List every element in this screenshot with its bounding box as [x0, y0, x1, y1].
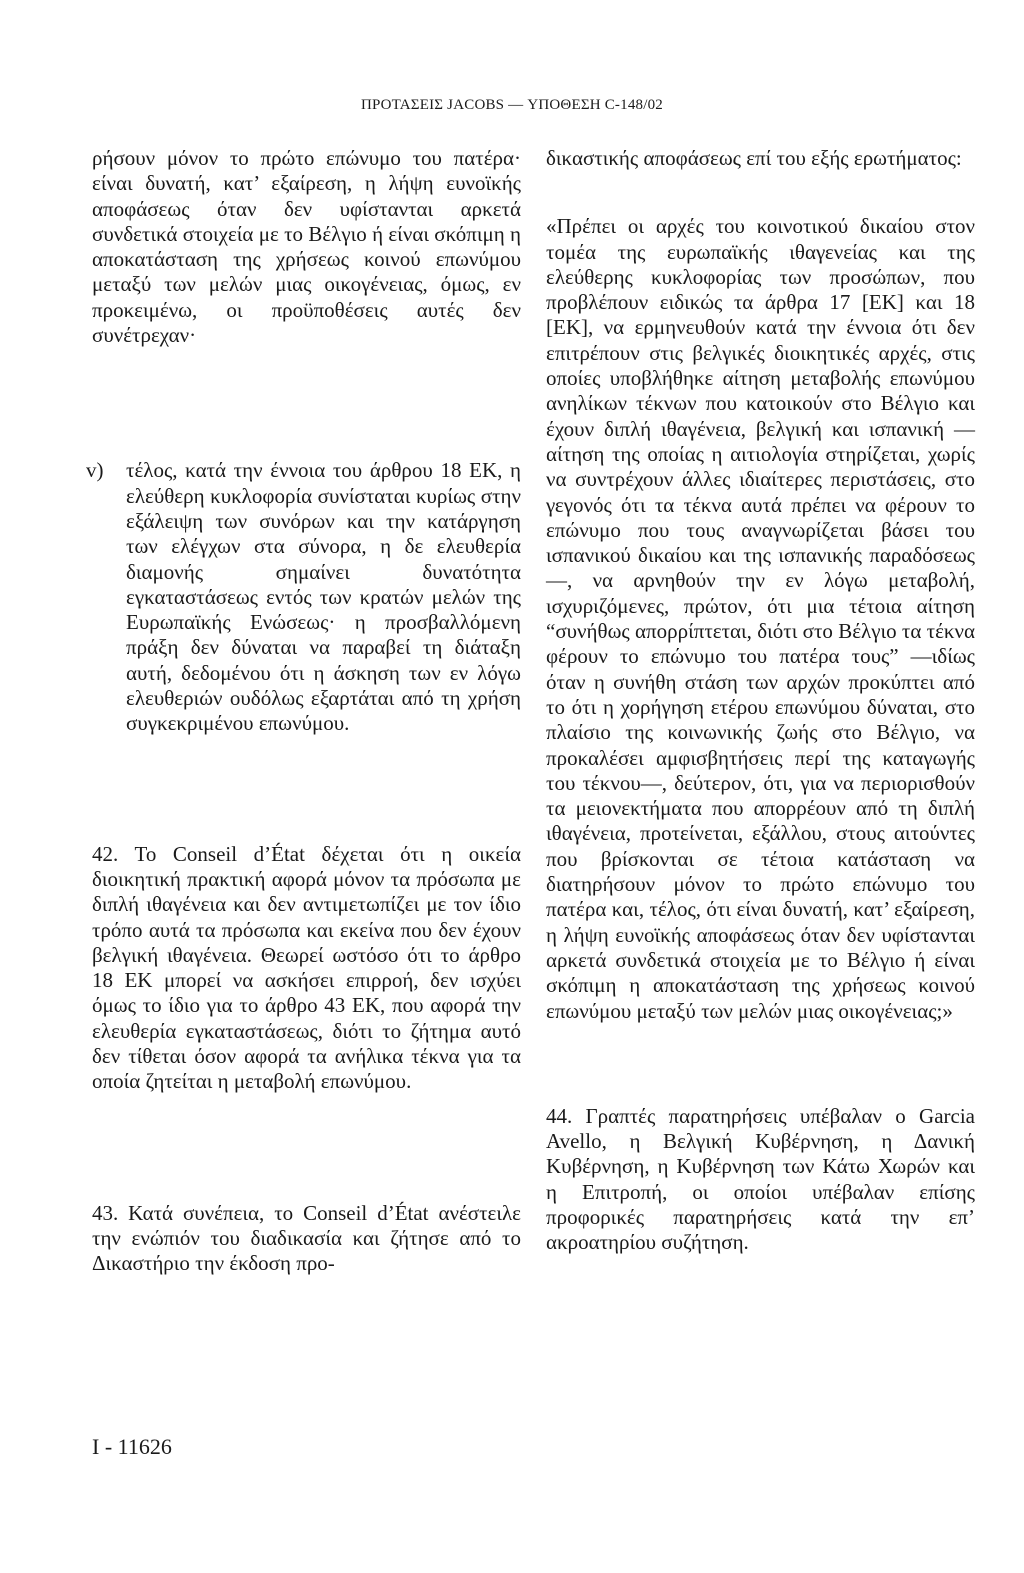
page-number: I - 11626	[92, 1434, 172, 1459]
right-continuation-paragraph: δικαστικής αποφάσεως επί του εξής ερωτήματος:	[546, 146, 962, 170]
left-column	[86, 146, 521, 1277]
running-header: ΠΡΟΤΑΣΕΙΣ JACOBS — ΥΠΟΘΕΣΗ C-148/02	[361, 97, 663, 113]
preliminary-question-quote: «Πρέπει οι αρχές του κοινοτικού δικαίου στον τομέα της ευρωπαϊκής ιθαγενείας και της ελεύθερης κυκλοφορίας των προσώπων, που προβλέπουν ειδικώς τα άρθρα 17 [ΕΚ] και 18 [ΕΚ], να ερμηνευθούν κατά την έννοια ότι δεν επιτρέπουν στις βελγικές διοικητικές αρχές, στις οποίες υποβλήθηκε αίτηση μεταβολής επωνύμου ανηλίκων τέκνων που κατοικούν στο Βέλγιο και έχουν διπλή ιθαγένεια, βελγική και ισπανική —αίτηση της οποίας η αιτιολογία στηρίζεται, χωρίς να συντρέχουν άλλες ιδιαίτερες περιστάσεις, στο γεγονός ότι τα τέκνα αυτά πρέπει να φέρουν το επώνυμο που τους αναγνωρίζεται βάσει του ισπανικού δικαίου και της ισπανικής παραδόσεως—, να αρνηθούν την εν λόγω μεταβολή, ισχυριζόμενες, πρώτον, ότι μια τέτοια αίτηση “συνήθως απορρίπτεται, διότι στο Βέλγιο τα τέκνα φέρουν το επώνυμο του πατέρα τους” —ιδίως όταν η συνήθη στάση των αρχών προκύπτει από το ότι η χορήγηση ετέρου επωνύμου δύναται, στο πλαίσιο της κοινωνικής ζωής στο Βέλγιο, να προκαλέσει αμφισβητήσεις περί της καταγωγής του τέκνου—, δεύτερον, ότι, για να περιορισθούν τα μειονεκτήματα που απορρέουν από τη διπλή ιθαγένεια, προτείνεται, εξάλλου, στους αιτούντες που βρίσκονται σε τέτοια κατάσταση να διατηρήσουν μόνον το πρώτο επώνυμο του πατέρα και, τέλος, ότι είναι δυνατή, κατ’ εξαίρεση, η λήψη ευνοϊκής αποφάσεως όταν δεν υφίστανται αρκετά συνδετικά στοιχεία με το Βέλγιο ή είναι σκόπιμη η αποκατάσταση της χρήσεως κοινού επωνύμου μεταξύ των μελών μιας οικογένειας;»	[546, 214, 975, 1023]
list-item-label: v)	[86, 458, 104, 483]
left-continuation-paragraph: ρήσουν μόνον το πρώτο επώνυμο του πατέρα· είναι δυνατή, κατ’ εξαίρεση, η λήψη ευνοϊκής αποφάσεως όταν δεν υφίστανται αρκετά συνδετικά στοιχεία με το Βέλγιο ή είναι σκόπιμη η αποκατάσταση της χρήσεως κοινού επωνύμου μεταξύ των μελών μιας οικογένειας, όμως, εν προκειμένω, οι προϋποθέσεις αυτές δεν συνέτρεχαν·	[92, 146, 521, 348]
right-column	[546, 146, 975, 1256]
paragraph-42: 42. Το Conseil d’État δέχεται ότι η οικεία διοικητική πρακτική αφορά μόνον τα πρόσωπα με διπλή ιθαγένεια και δεν αντιμετωπίζει με τον ίδιο τρόπο αυτά τα πρόσωπα και εκείνα που δεν έχουν βελγική ιθαγένεια. Θεωρεί ωστόσο ότι το άρθρο 18 ΕΚ μπορεί να ασκήσει επιρροή, δεν ισχύει όμως το ίδιο για το άρθρο 43 ΕΚ, που αφορά την ελευθερία εγκαταστάσεως, διότι το ζήτημα αυτό δεν τίθεται όσον αφορά τα ανήλικα τέκνα για τα οποία ζητείται η μεταβολή επωνύμου.	[92, 841, 521, 1094]
paragraph-44: 44. Γραπτές παρατηρήσεις υπέβαλαν ο Garcia Avello, η Βελγική Κυβέρνηση, η Δανική Κυβέρνηση, η Κυβέρνηση των Κάτω Χωρών και η Επιτροπή, οι οποίοι υπέβαλαν επίσης προφορικές παρατηρήσεις κατά την επ’ ακροατηρίου συζήτηση.	[546, 1103, 975, 1255]
list-item-v	[86, 458, 521, 736]
paragraph-43: 43. Κατά συνέπεια, το Conseil d’État ανέστειλε την ενώπιόν του διαδικασία και ζήτησε από το Δικαστήριο την έκδοση προ-	[92, 1200, 521, 1276]
list-item-text: τέλος, κατά την έννοια του άρθρου 18 ΕΚ, η ελεύθερη κυκλοφορία συνίσταται κυρίως στην εξάλειψη των συνόρων και την κατάργηση των ελέγχων στα σύνορα, η δε ελευθερία διαμονής σημαίνει δυνατότητα εγκαταστάσεως εντός των κρατών μελών της Ευρωπαϊκής Ενώσεως· η προσβαλλόμενη πράξη δεν δύναται να παραβεί τη διάταξη αυτή, δεδομένου ότι η άσκηση των εν λόγω ελευθεριών ουδόλως εξαρτάται από τη χρήση συγκεκριμένου επωνύμου.	[126, 458, 521, 736]
